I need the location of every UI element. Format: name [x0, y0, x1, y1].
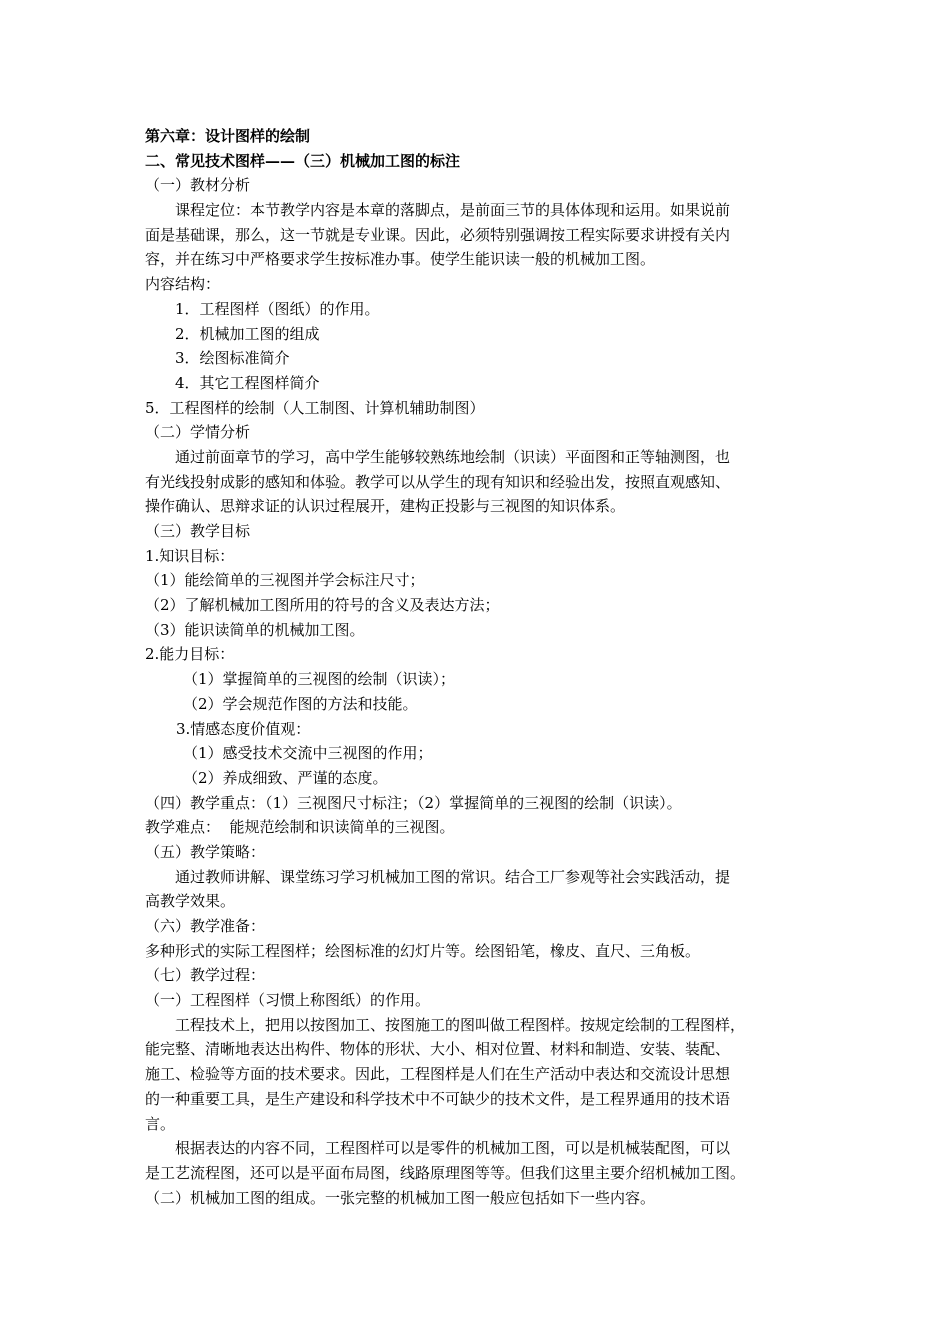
structure-item: 2．机械加工图的组成 [175, 324, 320, 343]
key-points-line: （四）教学重点：（1）三视图尺寸标注；（2）掌握简单的三视图的绘制（识读）。 [145, 793, 682, 812]
heading-teaching-goals: （三）教学目标 [145, 522, 251, 540]
paragraph-line: 有光线投射成影的感知和体验。教学可以从学生的现有知识和经验出发，按照直观感知、 [145, 472, 731, 491]
paragraph-line: 言。 [145, 1114, 176, 1133]
knowledge-goal-item: （2）了解机械加工图所用的符号的含义及表达方法； [145, 596, 500, 615]
paragraph-line: 是工艺流程图，还可以是平面布局图，线路原理图等等。但我们这里主要介绍机械加工图。 [145, 1163, 746, 1182]
paragraph-line: 通过前面章节的学习，高中学生能够较熟练地绘制（识读）平面图和正等轴测图，也 [175, 447, 731, 466]
chapter-title: 第六章：设计图样的绘制 [145, 127, 311, 145]
heading-teaching-strategy: （五）教学策略： [145, 842, 266, 861]
structure-label: 内容结构： [145, 275, 221, 294]
subheading-drawing-composition: （二）机械加工图的组成。一张完整的机械加工图一般应包括如下一些内容。 [145, 1188, 656, 1207]
ability-goal-item: （2）学会规范作图的方法和技能。 [183, 694, 418, 713]
document-body [145, 124, 810, 1210]
knowledge-goal-item: （1）能绘简单的三视图并学会标注尺寸； [145, 571, 425, 590]
structure-item: 4．其它工程图样简介 [175, 373, 320, 392]
paragraph-line: 面是基础课，那么，这一节就是专业课。因此，必须特别强调按工程实际要求讲授有关内 [145, 225, 731, 244]
paragraph-line: 的一种重要工具，是生产建设和科学技术中不可缺少的技术文件，是工程界通用的技术语 [145, 1089, 731, 1108]
paragraph-line: 容，并在练习中严格要求学生按标准办事。使学生能识读一般的机械加工图。 [145, 250, 656, 269]
attitude-goal-item: （1）感受技术交流中三视图的作用； [183, 744, 433, 763]
subheading-drawing-role: （一）工程图样（习惯上称图纸）的作用。 [145, 991, 431, 1010]
attitude-goals-label: 3.情感态度价值观： [176, 719, 311, 738]
difficulty-line: 教学难点： 能规范绘制和识读简单的三视图。 [145, 818, 455, 837]
ability-goals-label: 2.能力目标： [145, 645, 235, 664]
paragraph-line: 根据表达的内容不同，工程图样可以是零件的机械加工图，可以是机械装配图，可以 [175, 1139, 731, 1158]
structure-item: 5．工程图样的绘制（人工制图、计算机辅助制图） [145, 398, 485, 417]
heading-student-analysis: （二）学情分析 [145, 423, 251, 442]
heading-teaching-preparation: （六）教学准备： [145, 917, 266, 935]
heading-textbook-analysis: （一）教材分析 [145, 176, 251, 195]
knowledge-goal-item: （3）能识读简单的机械加工图。 [145, 620, 365, 639]
paragraph-line: 多种形式的实际工程图样；绘图标准的幻灯片等。绘图铅笔，橡皮、直尺、三角板。 [145, 941, 701, 960]
paragraph-line: 施工、检验等方面的技术要求。因此，工程图样是人们在生产活动中表达和交流设计思想 [145, 1065, 731, 1084]
structure-item: 1．工程图样（图纸）的作用。 [175, 299, 380, 318]
section-title: 二、常见技术图样——（三）机械加工图的标注 [145, 151, 461, 170]
paragraph-line: 课程定位：本节教学内容是本章的落脚点，是前面三节的具体体现和运用。如果说前 [175, 201, 731, 220]
paragraph-line: 高教学效果。 [145, 892, 236, 911]
structure-item: 3．绘图标准简介 [175, 349, 290, 368]
paragraph-line: 操作确认、思辩求证的认识过程展开，建构正投影与三视图的知识体系。 [145, 497, 626, 516]
paragraph-line: 通过教师讲解、课堂练习学习机械加工图的常识。结合工厂参观等社会实践活动，提 [175, 867, 731, 886]
paragraph-line: 能完整、清晰地表达出构件、物体的形状、大小、相对位置、材料和制造、安装、装配、 [145, 1040, 731, 1059]
heading-teaching-process: （七）教学过程： [145, 966, 266, 985]
paragraph-line: 工程技术上，把用以按图加工、按图施工的图叫做工程图样。按规定绘制的工程图样， [175, 1015, 746, 1034]
ability-goal-item: （1）掌握简单的三视图的绘制（识读）； [183, 670, 456, 689]
attitude-goal-item: （2）养成细致、严谨的态度。 [183, 768, 388, 787]
knowledge-goals-label: 1.知识目标： [145, 546, 235, 565]
